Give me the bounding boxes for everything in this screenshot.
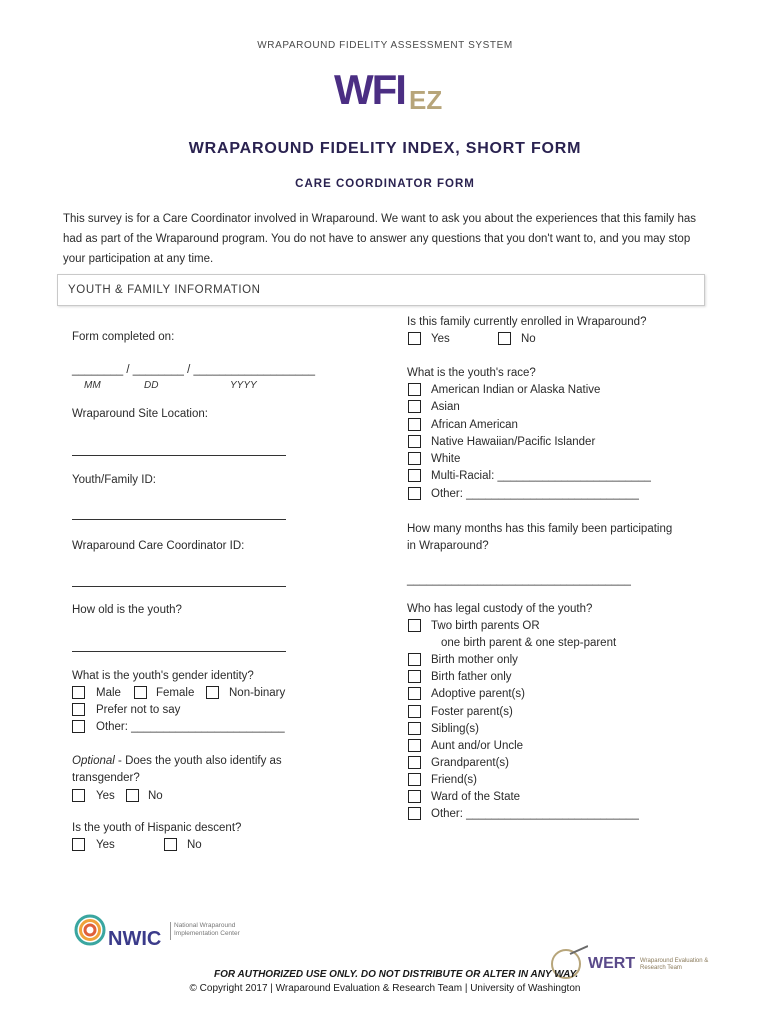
custody-option-label: Aunt and/or Uncle <box>431 740 524 752</box>
custody-question: Who has legal custody of the youth? <box>407 603 593 615</box>
transgender-question <box>72 755 282 767</box>
hispanic-yes-label: Yes <box>96 839 115 851</box>
site-location-field[interactable] <box>72 455 286 456</box>
custody-option-label: Friend(s) <box>431 774 478 786</box>
transgender-no-label: No <box>148 790 163 802</box>
custody-checkbox[interactable] <box>408 756 421 769</box>
gender-female-checkbox[interactable] <box>134 686 147 699</box>
enrolled-yes-label: Yes <box>431 333 450 345</box>
transgender-yes-label: Yes <box>96 790 115 802</box>
authorized-use-notice: FOR AUTHORIZED USE ONLY. DO NOT DISTRIBUTE OR ALTER IN ANY WAY. <box>214 969 579 980</box>
enrolled-yes-checkbox[interactable] <box>408 332 421 345</box>
optional-label: Optional <box>72 755 115 767</box>
custody-option-label: Sibling(s) <box>431 723 479 735</box>
gender-question: What is the youth's gender identity? <box>72 670 254 682</box>
enrolled-question: Is this family currently enrolled in Wraparound? <box>407 316 647 328</box>
enrolled-no-checkbox[interactable] <box>498 332 511 345</box>
enrolled-no-label: No <box>521 333 536 345</box>
custody-checkbox[interactable] <box>408 670 421 683</box>
system-title: WRAPAROUND FIDELITY ASSESSMENT SYSTEM <box>257 40 513 51</box>
race-option-label[interactable]: Other: ___________________________ <box>431 488 639 500</box>
custody-option-label: Ward of the State <box>431 791 521 803</box>
care-coordinator-id-field[interactable] <box>72 586 286 587</box>
custody-checkbox[interactable] <box>408 653 421 666</box>
custody-checkbox[interactable] <box>408 705 421 718</box>
site-location-label: Wraparound Site Location: <box>72 408 208 420</box>
custody-option-label: Grandparent(s) <box>431 757 509 769</box>
race-checkbox[interactable] <box>408 383 421 396</box>
custody-checkbox[interactable] <box>408 807 421 820</box>
section-header <box>57 274 705 306</box>
intro-text: This survey is for a Care Coordinator involved in Wraparound. We want to ask you about the experiences that this family has had as part of the Wraparound program. You do not have to answer any questions that you don't want to, and you may stop your participation at any time. <box>63 213 697 265</box>
transgender-yes-checkbox[interactable] <box>72 789 85 802</box>
gender-nonbinary-checkbox[interactable] <box>206 686 219 699</box>
race-option-label: Native Hawaiian/Pacific Islander <box>431 436 596 448</box>
custody-checkbox[interactable] <box>408 790 421 803</box>
wert-logo-text: WERT <box>588 955 636 972</box>
race-question: What is the youth's race? <box>407 367 536 379</box>
youth-age-field[interactable] <box>72 651 286 652</box>
dd-label: DD <box>144 380 159 391</box>
race-checkbox[interactable] <box>408 469 421 482</box>
race-checkbox[interactable] <box>408 400 421 413</box>
months-question: How many months has this family been participating <box>407 523 673 535</box>
race-option-label: Asian <box>431 401 460 413</box>
custody-checkbox[interactable] <box>408 687 421 700</box>
logo-wfi: WFI <box>334 66 405 113</box>
gender-nonbinary-label: Non-binary <box>229 687 286 699</box>
custody-option-label: Birth mother only <box>431 654 518 666</box>
custody-checkbox[interactable] <box>408 619 421 632</box>
yyyy-label: YYYY <box>230 380 257 391</box>
race-option-label: African American <box>431 419 518 431</box>
mm-label: MM <box>84 380 101 391</box>
custody-checkbox[interactable] <box>408 773 421 786</box>
youth-id-field[interactable] <box>72 519 286 520</box>
youth-id-label: Youth/Family ID: <box>72 474 156 486</box>
gender-female-label: Female <box>156 687 195 699</box>
nwic-subtitle: National Wraparound Implementation Center <box>174 922 240 937</box>
hispanic-question: Is the youth of Hispanic descent? <box>72 822 242 834</box>
gender-male-label: Male <box>96 687 121 699</box>
custody-option-label: Adoptive parent(s) <box>431 688 525 700</box>
race-checkbox[interactable] <box>408 418 421 431</box>
gender-other-checkbox[interactable] <box>72 720 85 733</box>
race-checkbox[interactable] <box>408 435 421 448</box>
youth-age-label: How old is the youth? <box>72 604 182 616</box>
custody-option-label[interactable]: Other: ___________________________ <box>431 808 639 820</box>
nwic-swirl-icon <box>74 914 106 946</box>
race-checkbox[interactable] <box>408 487 421 500</box>
transgender-no-checkbox[interactable] <box>126 789 139 802</box>
form-subtitle: CARE COORDINATOR FORM <box>295 178 475 190</box>
race-checkbox[interactable] <box>408 452 421 465</box>
page-title: WRAPAROUND FIDELITY INDEX, SHORT FORM <box>188 140 582 157</box>
race-option-label: American Indian or Alaska Native <box>431 384 601 396</box>
wert-subtitle: Wraparound Evaluation & Research Team <box>640 958 709 971</box>
months-field[interactable]: ___________________________________ <box>407 574 631 586</box>
form-completed-label: Form completed on: <box>72 331 175 343</box>
custody-checkbox[interactable] <box>408 739 421 752</box>
logo-ez: EZ <box>409 85 443 115</box>
custody-checkbox[interactable] <box>408 722 421 735</box>
nwic-divider <box>170 922 171 940</box>
care-coordinator-id-label: Wraparound Care Coordinator ID: <box>72 540 245 552</box>
custody-option-label: Foster parent(s) <box>431 706 513 718</box>
gender-prefer-not-checkbox[interactable] <box>72 703 85 716</box>
gender-other-label[interactable]: Other: ________________________ <box>96 721 285 733</box>
gender-male-checkbox[interactable] <box>72 686 85 699</box>
months-question-line2: in Wraparound? <box>407 540 489 552</box>
hispanic-yes-checkbox[interactable] <box>72 838 85 851</box>
custody-option-label-line2: one birth parent & one step-parent <box>441 637 617 649</box>
section-title: YOUTH & FAMILY INFORMATION <box>68 284 261 296</box>
wfi-ez-logo <box>334 66 446 118</box>
hispanic-no-label: No <box>187 839 202 851</box>
race-option-label[interactable]: Multi-Racial: ________________________ <box>431 470 651 482</box>
hispanic-no-checkbox[interactable] <box>164 838 177 851</box>
copyright-text: © Copyright 2017 | Wraparound Evaluation & Research Team | University of Washington <box>189 983 581 994</box>
race-option-label: White <box>431 453 461 465</box>
transgender-question-line2: transgender? <box>72 772 140 784</box>
gender-prefer-not-label: Prefer not to say <box>96 704 181 716</box>
custody-option-label: Birth father only <box>431 671 512 683</box>
transgender-question-text: - Does the youth also identify as <box>114 755 282 767</box>
custody-option-label: Two birth parents OR <box>431 620 540 632</box>
nwic-logo-text: NWIC <box>108 928 162 950</box>
date-field[interactable]: ________ / ________ / ___________________ <box>72 364 316 376</box>
